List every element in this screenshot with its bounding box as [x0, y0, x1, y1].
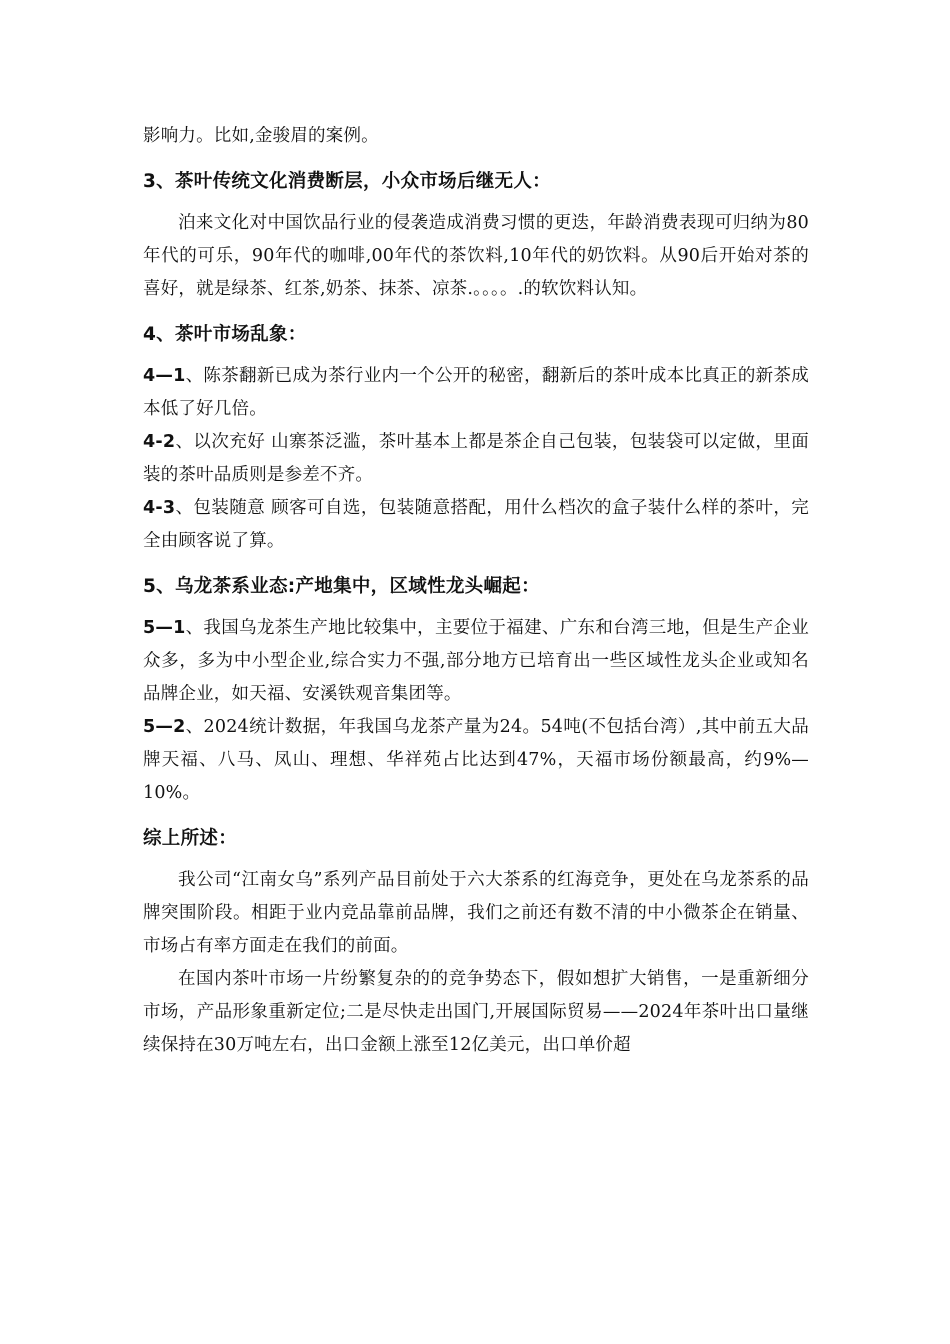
item-number: 5—2 — [143, 717, 186, 737]
summary-paragraph-1: 我公司“江南女乌”系列产品目前处于六大茶系的红海竞争，更处在乌龙茶系的品牌突围阶段。相距于业内竞品靠前品牌，我们之前还有数不清的中小微茶企在销量、市场占有率方面走在我们的前面。 — [143, 870, 809, 956]
item-number: 5—1 — [143, 618, 186, 638]
list-item — [143, 360, 809, 426]
section4-heading: 4、茶叶市场乱象： — [143, 324, 307, 345]
item-text: 、2024统计数据，年我国乌龙茶产量为24。54吨(不包括台湾）,其中前五大品牌天福、八马、凤山、理想、华祥苑占比达到47%，天福市场份额最高，约9%—10%。 — [143, 717, 809, 803]
item-text: 、包装随意 顾客可自选，包装随意搭配，用什么档次的盒子装什么样的茶叶，完全由顾客说了算。 — [143, 498, 809, 551]
summary-paragraph-2: 在国内茶叶市场一片纷繁复杂的的竞争势态下，假如想扩大销售，一是重新细分市场，产品形象重新定位;二是尽快走出国门,开展国际贸易——2024年茶叶出口量继续保持在30万吨左右，出口金额上涨至12亿美元，出口单价超 — [143, 969, 809, 1055]
item-text: 、我国乌龙茶生产地比较集中，主要位于福建、广东和台湾三地，但是生产企业众多，多为中小型企业,综合实力不强,部分地方已培育出一些区域性龙头企业或知名品牌企业，如天福、安溪铁观音集团等。 — [143, 618, 809, 704]
section3-heading: 3、茶叶传统文化消费断层，小众市场后继无人： — [143, 171, 551, 192]
item-number: 4-2 — [143, 432, 176, 452]
list-item — [143, 612, 809, 711]
section5-heading: 5、乌龙茶系业态:产地集中，区域性龙头崛起： — [143, 576, 540, 597]
intro-line: 影响力。比如,金骏眉的案例。 — [143, 126, 379, 146]
section3-paragraph: 泊来文化对中国饮品行业的侵袭造成消费习惯的更迭，年龄消费表现可归纳为80年代的可乐，90年代的咖啡,00年代的茶饮料,10年代的奶饮料。从90后开始对茶的喜好，就是绿茶、红茶,奶茶、抹茶、凉茶.。。。。.的软饮料认知。 — [143, 213, 809, 299]
list-item — [143, 711, 809, 810]
summary-heading: 综上所述： — [143, 828, 238, 849]
item-text: 、以次充好 山寨茶泛滥，茶叶基本上都是茶企自己包装，包装袋可以定做，里面装的茶叶品质则是参差不齐。 — [143, 432, 809, 485]
list-item — [143, 426, 809, 492]
list-item — [143, 492, 809, 558]
item-number: 4-3 — [143, 498, 176, 518]
document-page — [143, 120, 809, 1062]
item-text: 、陈茶翻新已成为茶行业内一个公开的秘密，翻新后的茶叶成本比真正的新茶成本低了好几倍。 — [143, 366, 809, 419]
item-number: 4—1 — [143, 366, 186, 386]
